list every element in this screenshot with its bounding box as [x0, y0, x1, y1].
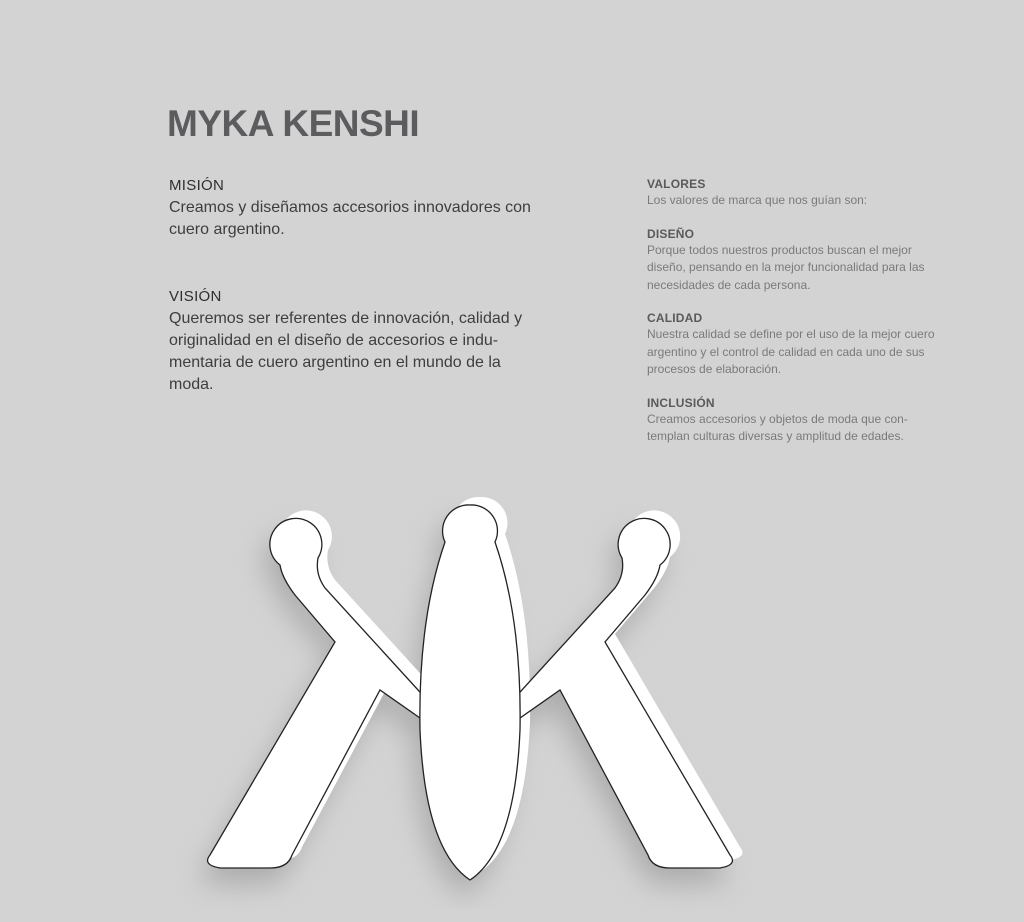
- value-heading: INCLUSIÓN: [647, 395, 715, 410]
- values-intro: Los valores de marca que nos guían son:: [647, 193, 868, 207]
- mission-vision-column: [169, 176, 539, 396]
- crown-logo-icon: [150, 470, 790, 910]
- values-heading: VALORES: [647, 177, 706, 191]
- value-text: Nuestra calidad se define por el uso de la mejor cuero argentino y el control de calidad en cada uno de sus procesos de elaboración.: [647, 327, 935, 376]
- value-item-diseno: [647, 226, 947, 295]
- value-heading: DISEÑO: [647, 226, 695, 241]
- value-heading: CALIDAD: [647, 311, 703, 325]
- logo-front-layer: [208, 505, 733, 880]
- vision-block: [169, 287, 539, 396]
- mission-block: [169, 176, 539, 241]
- brand-title: MYKA KENSHI: [167, 103, 420, 144]
- value-item-calidad: [647, 310, 947, 379]
- value-item-inclusion: [647, 395, 947, 446]
- values-intro-block: [647, 176, 947, 210]
- vision-text: Queremos ser referentes de innovación, calidad y originalidad en el diseño de accesorios e indu-mentaria de cuero argentino en el mundo de la moda.: [169, 310, 523, 393]
- mission-text: Creamos y diseñamos accesorios innovadores con cuero argentino.: [169, 199, 531, 238]
- mission-heading: MISIÓN: [169, 177, 225, 194]
- value-text: Creamos accesorios y objetos de moda que con-templan culturas diversas y amplitud de edades.: [647, 411, 908, 443]
- value-text: Porque todos nuestros productos buscan el mejor diseño, pensando en la mejor funcionalidad para las necesidades de cada persona.: [647, 242, 925, 292]
- values-column: [647, 176, 947, 462]
- vision-heading: VISIÓN: [169, 288, 222, 305]
